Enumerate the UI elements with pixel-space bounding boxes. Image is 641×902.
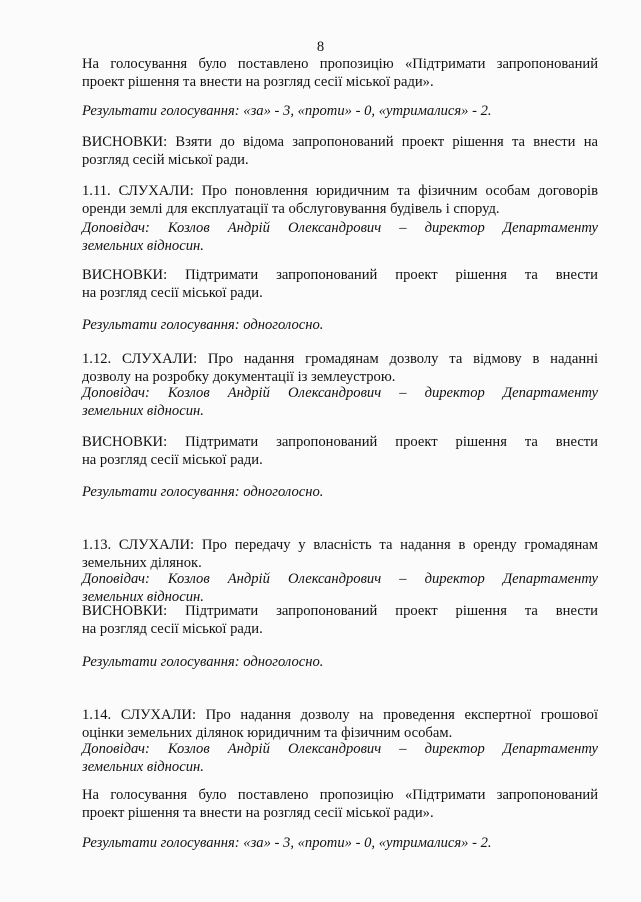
text-line: Результати голосування: одноголосно. <box>82 654 324 670</box>
agenda-item-1-11-speaker <box>82 219 598 255</box>
text-line: на розгляд сесії міської ради. <box>82 285 263 302</box>
text-line: дозволу на розробку документації із землеустрою. <box>82 369 396 386</box>
text-line: оренди землі для експлуатації та обслуговування будівель і споруд. <box>82 201 500 218</box>
agenda-item-1-11-results <box>82 316 598 334</box>
text-line: проект рішення та внести на розгляд сесії міської ради». <box>82 805 434 822</box>
text-line: Результати голосування: одноголосно. <box>82 317 324 333</box>
agenda-item-1-11-heard <box>82 182 598 218</box>
vote-proposal-paragraph-2 <box>82 786 598 822</box>
text-line: ВИСНОВКИ: Підтримати запропонований проект рішення та внести <box>82 267 598 283</box>
agenda-item-1-14-heard <box>82 706 598 742</box>
text-line: Результати голосування: «за» - 3, «проти» - 0, «утрималися» - 2. <box>82 835 492 851</box>
text-line: Доповідач: Козлов Андрій Олександрович – директор Департаменту <box>82 571 598 587</box>
text-line: 1.13. СЛУХАЛИ: Про передачу у власність та надання в оренду громадянам <box>82 537 598 553</box>
text-line: земельних відносин. <box>82 589 204 606</box>
text-line: на розгляд сесії міської ради. <box>82 621 263 638</box>
text-line: На голосування було поставлено пропозицію «Підтримати запропонований <box>82 787 598 803</box>
voting-results-paragraph-2 <box>82 834 598 852</box>
text-line: 1.11. СЛУХАЛИ: Про поновлення юридичним та фізичним особам договорів <box>82 183 598 199</box>
text-line: Результати голосування: «за» - 3, «проти» - 0, «утрималися» - 2. <box>82 103 492 119</box>
agenda-item-1-11-conclusions <box>82 266 598 302</box>
agenda-item-1-13-results <box>82 653 598 671</box>
text-line: ВИСНОВКИ: Підтримати запропонований проект рішення та внести <box>82 603 598 619</box>
vote-proposal-paragraph <box>82 55 598 91</box>
text-line: земельних відносин. <box>82 403 204 420</box>
agenda-item-1-12-results <box>82 483 598 501</box>
agenda-item-1-12-conclusions <box>82 433 598 469</box>
text-line: земельних ділянок. <box>82 555 202 572</box>
agenda-item-1-12-speaker <box>82 384 598 420</box>
text-line: оцінки земельних ділянок юридичним та фізичним особам. <box>82 725 453 742</box>
text-line: 1.14. СЛУХАЛИ: Про надання дозволу на проведення експертної грошової <box>82 707 598 723</box>
text-line: ВИСНОВКИ: Взяти до відома запропонований проект рішення та внести на <box>82 134 598 150</box>
agenda-item-1-13-conclusions <box>82 602 598 638</box>
text-line: земельних відносин. <box>82 238 204 255</box>
text-line: земельних відносин. <box>82 759 204 776</box>
text-line: ВИСНОВКИ: Підтримати запропонований проект рішення та внести <box>82 434 598 450</box>
text-line: Доповідач: Козлов Андрій Олександрович – директор Департаменту <box>82 385 598 401</box>
text-line: Доповідач: Козлов Андрій Олександрович – директор Департаменту <box>82 741 598 757</box>
text-line: розгляд сесій міської ради. <box>82 152 249 169</box>
conclusions-paragraph <box>82 133 598 169</box>
text-line: проект рішення та внести на розгляд сесії міської ради». <box>82 74 434 91</box>
text-line: на розгляд сесії міської ради. <box>82 452 263 469</box>
text-line: 1.12. СЛУХАЛИ: Про надання громадянам дозволу та відмову в наданні <box>82 351 598 367</box>
agenda-item-1-14-speaker <box>82 740 598 776</box>
text-line: На голосування було поставлено пропозицію «Підтримати запропонований <box>82 56 598 72</box>
text-line: Доповідач: Козлов Андрій Олександрович – директор Департаменту <box>82 220 598 236</box>
agenda-item-1-13-speaker <box>82 570 598 606</box>
text-line: Результати голосування: одноголосно. <box>82 484 324 500</box>
agenda-item-1-13-heard <box>82 536 598 572</box>
voting-results-paragraph <box>82 102 598 120</box>
page-number: 8 <box>316 39 325 55</box>
agenda-item-1-12-heard <box>82 350 598 386</box>
